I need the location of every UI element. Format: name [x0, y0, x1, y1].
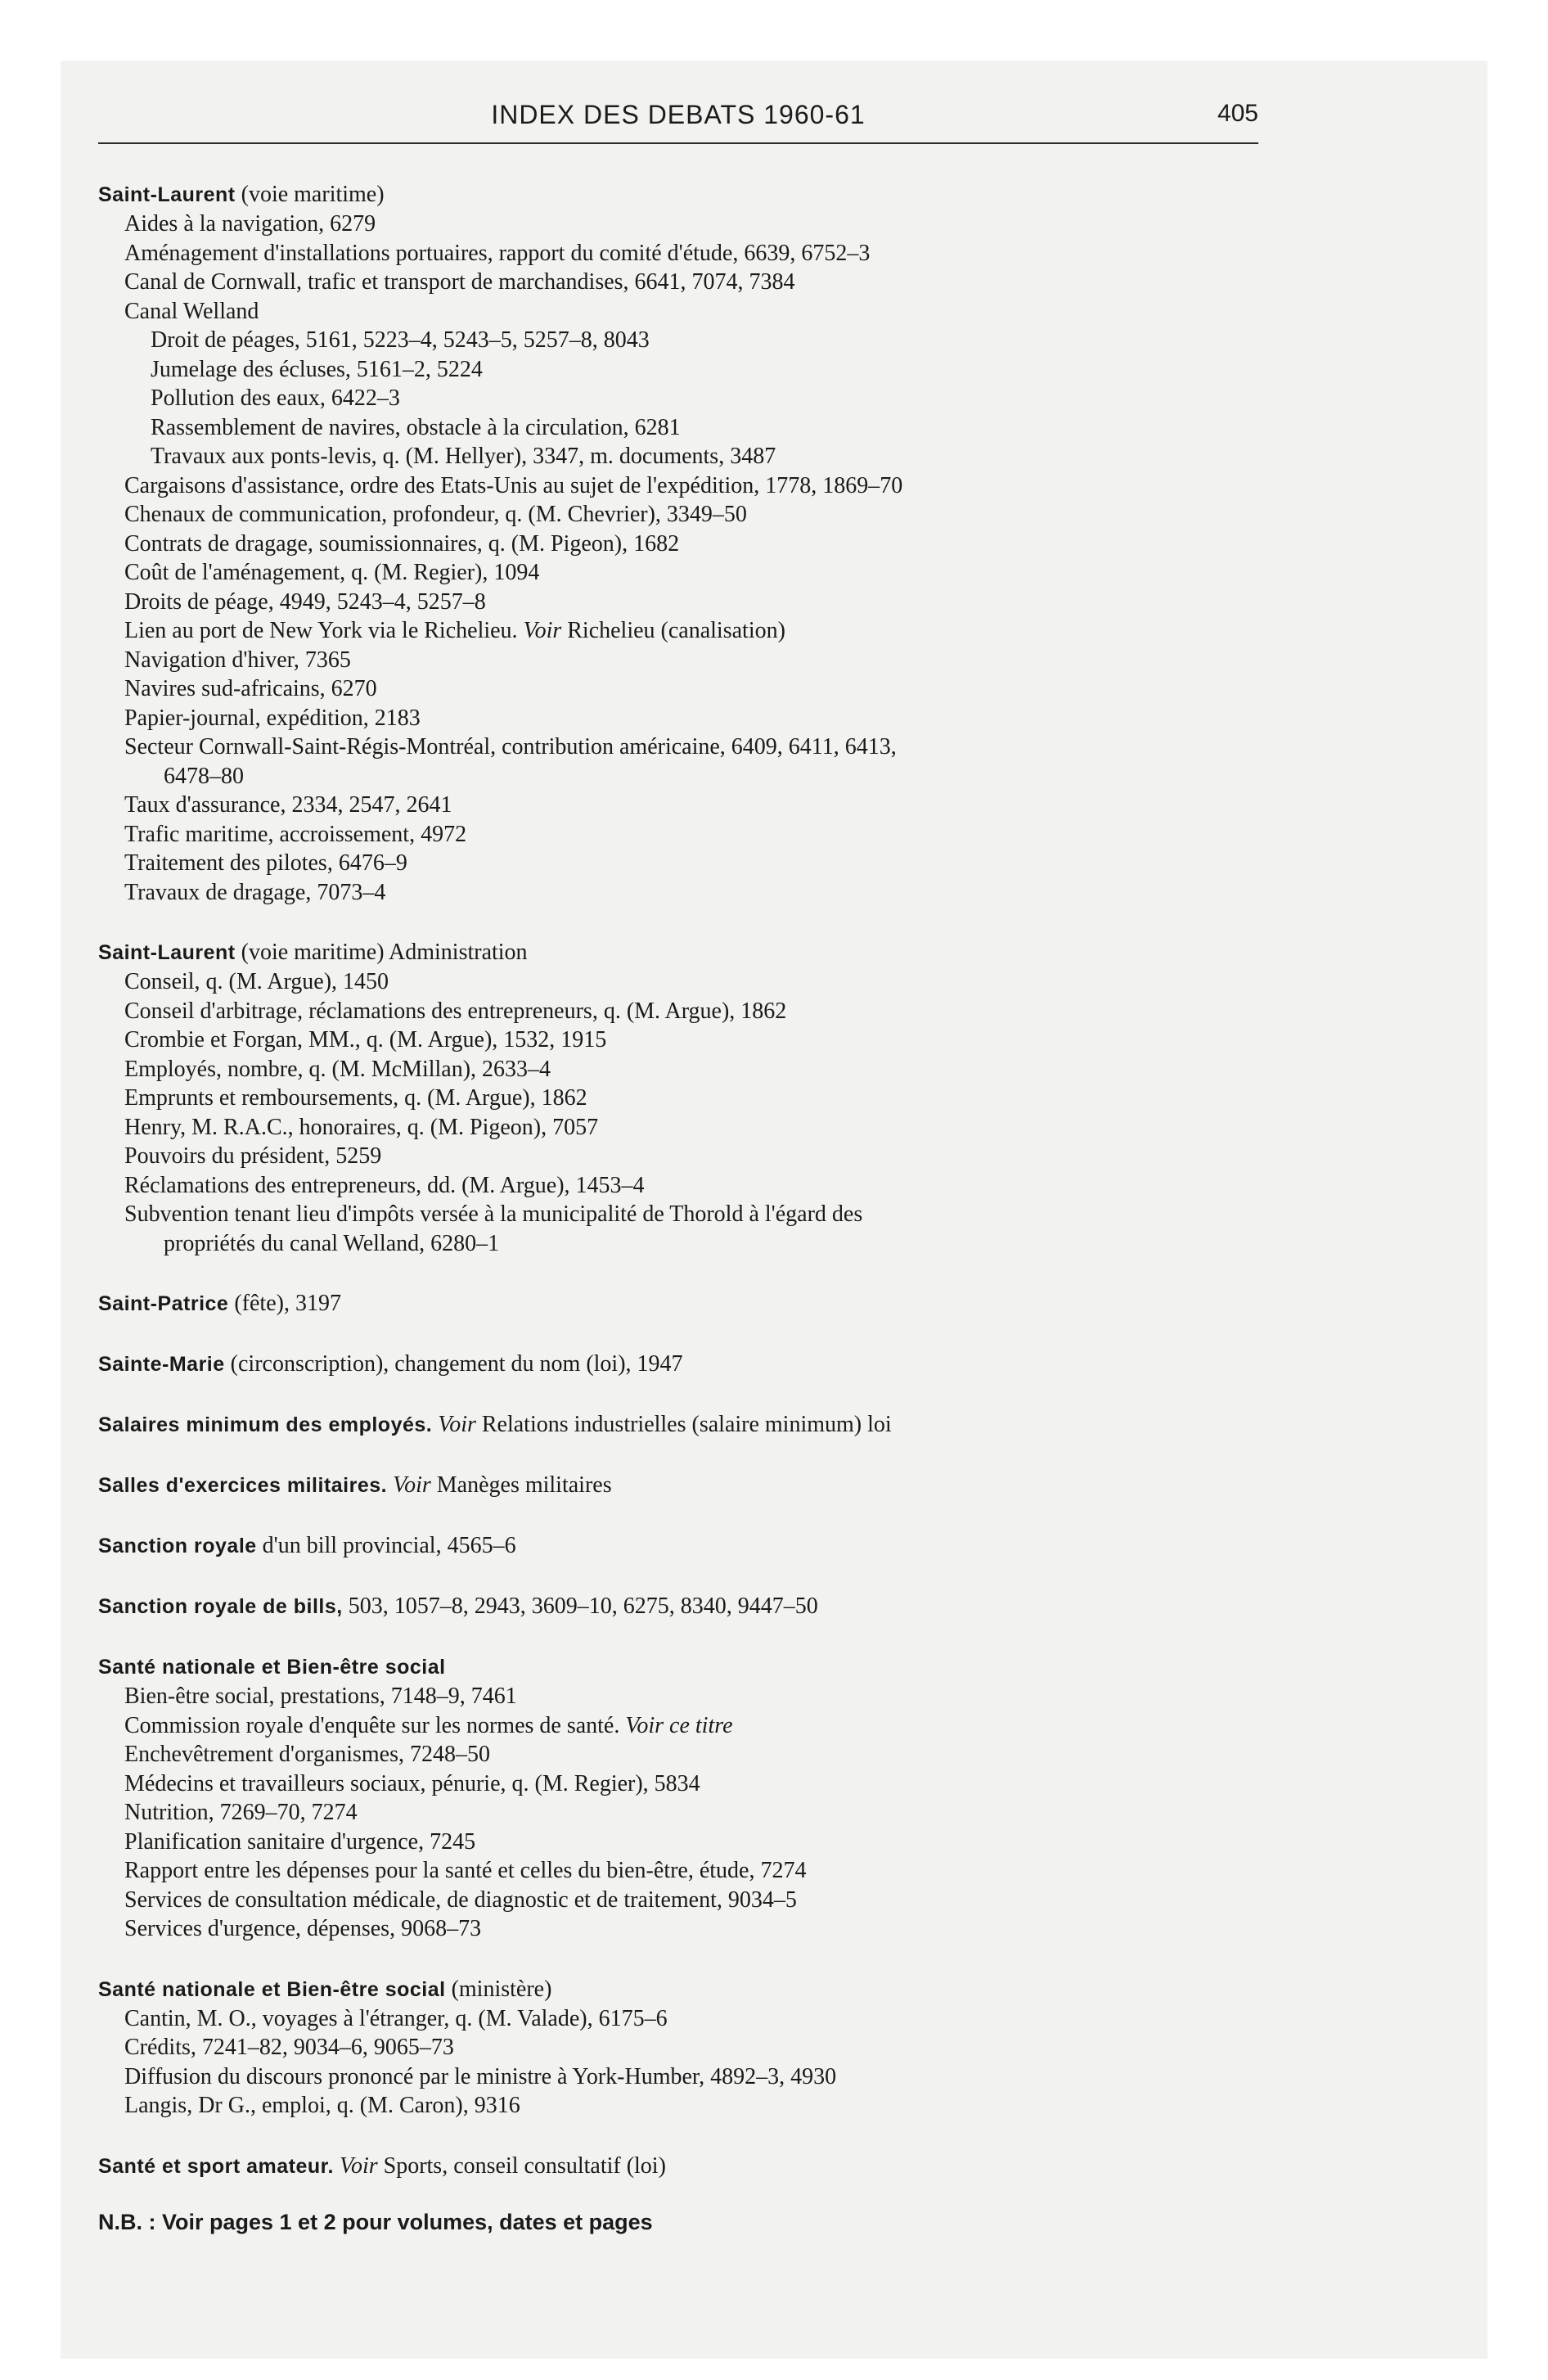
voir-reference: Voir ce titre — [625, 1712, 733, 1738]
sub-entry — [98, 2062, 1293, 2092]
sub-entry — [98, 1914, 1293, 1944]
entry-text: Employés, nombre, q. (M. McMillan), 2633–4 — [124, 1056, 551, 1082]
index-entry — [98, 1350, 1293, 1379]
entry-text: Navigation d'hiver, 7365 — [124, 647, 351, 673]
sub-entry — [98, 1828, 1293, 1857]
entry-text: Henry, M. R.A.C., honoraires, q. (M. Pigeon), 7057 — [124, 1114, 599, 1140]
entry-text: Conseil, q. (M. Argue), 1450 — [124, 969, 389, 994]
entry-text: Crédits, 7241–82, 9034–6, 9065–73 — [124, 2035, 454, 2060]
entry-text: Coût de l'aménagement, q. (M. Regier), 1094 — [124, 560, 540, 585]
entry-text: Subvention tenant lieu d'impôts versée à la municipalité de Thorold à l'égard des — [124, 1201, 863, 1227]
entry-text: Jumelage des écluses, 5161–2, 5224 — [151, 356, 483, 382]
sub-entry — [98, 2033, 1293, 2062]
sub-entry — [98, 500, 1293, 530]
entry-text: Conseil d'arbitrage, réclamations des entrepreneurs, q. (M. Argue), 1862 — [124, 998, 787, 1024]
index-entry — [98, 1975, 1293, 2121]
entry-text: Droits de péage, 4949, 5243–4, 5257–8 — [124, 588, 486, 615]
entry-text: Cantin, M. O., voyages à l'étranger, q. (M. Valade), 6175–6 — [124, 2005, 668, 2031]
entry-text: Trafic maritime, accroissement, 4972 — [124, 821, 467, 847]
entry-headword: Saint-Patrice — [98, 1292, 229, 1315]
entry-heading-detail: (voie maritime) — [235, 182, 385, 207]
sub-sub-entry — [98, 384, 1293, 413]
sub-entry — [98, 1055, 1293, 1084]
entry-text: Rassemblement de navires, obstacle à la circulation, 6281 — [151, 414, 681, 440]
page-title: INDEX DES DEBATS 1960-61 — [491, 100, 866, 129]
entry-headword: Sanction royale — [98, 1535, 257, 1557]
sub-entry — [98, 1200, 1293, 1229]
sub-entry — [98, 646, 1293, 675]
sub-entry — [98, 558, 1293, 588]
sub-entry — [98, 791, 1293, 820]
entry-text: Chenaux de communication, profondeur, q. (M. Chevrier), 3349–50 — [124, 502, 747, 527]
sub-entry — [98, 1769, 1293, 1799]
voir-reference: Voir — [438, 1412, 476, 1437]
entry-headword: Sanction royale de bills, — [98, 1595, 343, 1618]
entry-text: Travaux de dragage, 7073–4 — [124, 879, 386, 905]
sub-entry — [98, 732, 1293, 762]
entry-heading — [98, 1975, 1293, 2004]
entry-headword: Santé nationale et Bien-être social — [98, 1656, 446, 1679]
entry-headword: Salaires minimum des employés. — [98, 1413, 433, 1436]
voir-target: Richelieu (canalisation) — [561, 618, 785, 643]
sub-entry — [98, 268, 1293, 297]
entry-heading — [98, 1652, 1293, 1682]
entry-text: Planification sanitaire d'urgence, 7245 — [124, 1828, 476, 1855]
index-entry — [98, 1652, 1293, 1944]
entry-text: Canal de Cornwall, trafic et transport de marchandises, 6641, 7074, 7384 — [124, 269, 795, 295]
sub-entry — [98, 997, 1293, 1026]
header-rule — [98, 142, 1258, 144]
entry-heading-detail: (fête), 3197 — [228, 1291, 341, 1316]
entry-text: Travaux aux ponts-levis, q. (M. Hellyer), 3347, m. documents, 3487 — [151, 444, 776, 469]
sub-entry — [98, 210, 1293, 239]
entry-text: Contrats de dragage, soumissionnaires, q. (M. Pigeon), 1682 — [124, 530, 680, 557]
sub-entry — [98, 1740, 1293, 1769]
entry-text: Taux d'assurance, 2334, 2547, 2641 — [124, 792, 452, 818]
entry-heading-detail: Manèges militaires — [430, 1472, 612, 1498]
sub-entry — [98, 878, 1293, 908]
entry-text: Commission royale d'enquête sur les normes de santé. — [124, 1712, 620, 1738]
index-entry — [98, 1592, 1293, 1621]
entry-text: Aides à la navigation, 6279 — [124, 211, 376, 237]
entry-headword: Santé et sport amateur. — [98, 2154, 334, 2178]
sub-entry — [98, 1682, 1293, 1711]
entry-headword: Salles d'exercices militaires. — [98, 1474, 388, 1497]
entry-heading-detail: (voie maritime) Administration — [235, 940, 528, 965]
sub-entry — [98, 1856, 1293, 1886]
sub-entry — [98, 2091, 1293, 2121]
voir-reference: Voir — [393, 1472, 431, 1498]
entry-text: Crombie et Forgan, MM., q. (M. Argue), 1532, 1915 — [124, 1027, 607, 1053]
entry-text: propriétés du canal Welland, 6280–1 — [164, 1230, 500, 1256]
sub-entry — [98, 1025, 1293, 1055]
entry-text: Aménagement d'installations portuaires, rapport du comité d'étude, 6639, 6752–3 — [124, 240, 871, 266]
entry-text: Services de consultation médicale, de diagnostic et de traitement, 9034–5 — [124, 1886, 797, 1913]
sub-sub-entry — [98, 442, 1293, 471]
entry-heading-detail: 503, 1057–8, 2943, 3609–10, 6275, 8340, 9447–50 — [342, 1593, 818, 1619]
sub-entry — [98, 967, 1293, 997]
sub-sub-entry — [98, 355, 1293, 385]
sub-entry — [98, 674, 1293, 704]
entry-heading-detail: Relations industrielles (salaire minimum) loi — [475, 1412, 892, 1437]
entry-heading — [98, 1531, 1293, 1561]
entry-text: Navires sud-africains, 6270 — [124, 676, 377, 701]
entry-heading-detail: d'un bill provincial, 4565–6 — [256, 1533, 516, 1558]
entry-heading — [98, 1410, 1293, 1440]
entry-text: Langis, Dr G., emploi, q. (M. Caron), 9316 — [124, 2093, 520, 2118]
entry-text: Nutrition, 7269–70, 7274 — [124, 1800, 358, 1825]
voir-reference: Voir — [523, 618, 562, 643]
sub-entry — [98, 762, 1293, 791]
sub-entry — [98, 704, 1293, 733]
index-entry — [98, 1410, 1293, 1440]
entry-text: Cargaisons d'assistance, ordre des Etats-Unis au sujet de l'expédition, 1778, 1869–70 — [124, 472, 903, 498]
sub-entry — [98, 239, 1293, 268]
entry-heading-detail: (circonscription), changement du nom (loi), 1947 — [224, 1351, 683, 1377]
sub-entry — [98, 471, 1293, 501]
entry-text: Secteur Cornwall-Saint-Régis-Montréal, contribution américaine, 6409, 6411, 6413, — [124, 734, 897, 760]
entry-text: Diffusion du discours prononcé par le ministre à York-Humber, 4892–3, 4930 — [124, 2063, 837, 2089]
page-number: 405 — [1217, 100, 1258, 127]
entry-text: Rapport entre les dépenses pour la santé et celles du bien-être, étude, 7274 — [124, 1858, 807, 1883]
sub-sub-entry — [98, 326, 1293, 355]
entry-heading — [98, 1289, 1293, 1318]
footer-note: N.B. : Voir pages 1 et 2 pour volumes, dates et pages — [98, 2210, 653, 2234]
sub-entry — [98, 1886, 1293, 1915]
entry-headword: Saint-Laurent — [98, 183, 236, 206]
entry-headword: Saint-Laurent — [98, 941, 236, 964]
entry-text: Emprunts et remboursements, q. (M. Argue), 1862 — [124, 1085, 587, 1111]
index-entry — [98, 180, 1293, 907]
entry-heading — [98, 1471, 1293, 1500]
index-entry — [98, 1471, 1293, 1500]
entry-heading-detail: (ministère) — [445, 1976, 552, 2002]
sub-entry — [98, 820, 1293, 850]
sub-entry — [98, 2004, 1293, 2034]
voir-reference: Voir — [339, 2152, 378, 2179]
sub-entry — [98, 1171, 1293, 1201]
sub-entry — [98, 616, 1293, 646]
entry-heading — [98, 938, 1293, 967]
index-content — [98, 180, 1293, 2212]
sub-entry — [98, 588, 1293, 617]
sub-entry — [98, 1229, 1293, 1259]
entry-text: Enchevêtrement d'organismes, 7248–50 — [124, 1742, 490, 1767]
sub-entry — [98, 297, 1293, 327]
entry-heading — [98, 1350, 1293, 1379]
entry-heading-detail: Sports, conseil consultatif (loi) — [377, 2152, 666, 2179]
entry-text: Canal Welland — [124, 298, 259, 324]
entry-text: Réclamations des entrepreneurs, dd. (M. Argue), 1453–4 — [124, 1172, 645, 1198]
entry-text: Pollution des eaux, 6422–3 — [151, 385, 400, 411]
entry-text: Médecins et travailleurs sociaux, pénurie, q. (M. Regier), 5834 — [124, 1770, 700, 1796]
index-entry — [98, 938, 1293, 1258]
entry-text: Traitement des pilotes, 6476–9 — [124, 850, 407, 876]
entry-text: Pouvoirs du président, 5259 — [124, 1143, 382, 1169]
entry-text: Bien-être social, prestations, 7148–9, 7461 — [124, 1684, 517, 1709]
entry-heading — [98, 180, 1293, 210]
entry-text: Services d'urgence, dépenses, 9068–73 — [124, 1916, 482, 1941]
entry-text: Lien au port de New York via le Richelieu. — [124, 618, 518, 643]
index-entry — [98, 2152, 1293, 2181]
entry-heading — [98, 2152, 1293, 2181]
sub-entry — [98, 1113, 1293, 1143]
entry-heading — [98, 1592, 1293, 1621]
sub-entry — [98, 530, 1293, 559]
index-entry — [98, 1531, 1293, 1561]
page-header — [98, 93, 1258, 142]
sub-entry — [98, 1711, 1293, 1741]
entry-headword: Sainte-Marie — [98, 1353, 225, 1376]
sub-entry — [98, 1084, 1293, 1113]
index-entry — [98, 1289, 1293, 1318]
sub-sub-entry — [98, 413, 1293, 443]
sub-entry — [98, 849, 1293, 878]
entry-text: Papier-journal, expédition, 2183 — [124, 705, 421, 731]
entry-text: 6478–80 — [164, 763, 244, 789]
sub-entry — [98, 1142, 1293, 1171]
sub-entry — [98, 1798, 1293, 1828]
entry-text: Droit de péages, 5161, 5223–4, 5243–5, 5257–8, 8043 — [151, 327, 650, 353]
entry-headword: Santé nationale et Bien-être social — [98, 1977, 446, 2001]
